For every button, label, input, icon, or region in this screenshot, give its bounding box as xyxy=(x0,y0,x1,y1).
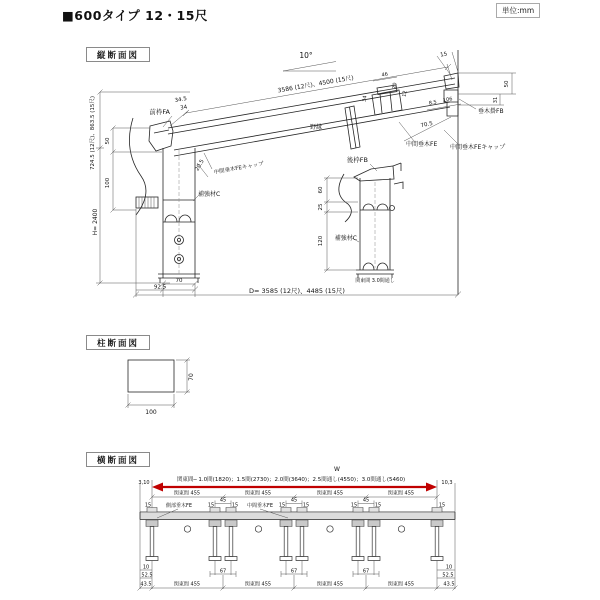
dim-15-h: 15 xyxy=(438,502,446,509)
dim-20: 20 xyxy=(391,82,399,90)
dim-8-5: 8.5 xyxy=(428,99,438,107)
dim-100-left: 100 xyxy=(105,177,111,189)
dim-67-3: 67 xyxy=(362,568,370,575)
dim-15-top: 15 xyxy=(439,51,448,59)
dim-50-right: 50 xyxy=(504,80,510,88)
dim-34-mid: 34 xyxy=(361,95,369,103)
vertical-section-drawing xyxy=(88,50,516,298)
label-reinforce-front: 補強材C xyxy=(198,191,221,198)
dim-bay-bottom-1: 関東間 455 xyxy=(173,581,201,588)
roof-panel-band xyxy=(140,513,455,520)
front-frame-profile xyxy=(149,121,173,151)
dim-bay-top-1: 関東間 455 xyxy=(173,490,201,497)
dim-column-width: 100 xyxy=(145,409,157,416)
dim-67-1: 67 xyxy=(219,568,227,575)
label-mid-rafter-cap: 中間垂木FEキャップ xyxy=(450,144,506,151)
dim-15-c: 15 xyxy=(231,502,239,509)
dim-70-base: 70 xyxy=(175,278,183,284)
width-arrowhead-left xyxy=(152,483,163,492)
dim-10-left: 10 xyxy=(142,564,150,571)
width-arrowhead-right xyxy=(426,483,437,492)
label-mid-rafter: 中間垂木FE xyxy=(406,141,438,148)
dim-92-5: 92.5 xyxy=(153,284,167,291)
dim-15-b: 15 xyxy=(207,502,215,509)
label-rear-frame: 後枠FB xyxy=(346,156,368,164)
label-front-frame: 前枠FA xyxy=(149,108,170,116)
dim-34: 34 xyxy=(179,104,188,112)
dim-70-5: 70.5 xyxy=(420,120,434,130)
dim-slope-length: 3586 (12尺)、4500 (15尺) xyxy=(277,74,355,95)
front-column xyxy=(129,118,200,283)
dim-46: 46 xyxy=(381,71,389,79)
dim-bay-bottom-2: 関東間 455 xyxy=(244,581,272,588)
dim-bay-bottom-3: 関東間 455 xyxy=(316,581,344,588)
unit-label: 単位:mm xyxy=(496,3,540,18)
middle-column xyxy=(339,163,403,278)
note-kanto-span: 関東間 3.0間通し xyxy=(355,278,395,284)
dim-15-g: 15 xyxy=(374,502,382,509)
dim-span-options: 関東間─ 1.0間(1820)；1.5間(2730)；2.0間(3640)；2.5間通し(4550)；3.0間通し(5460) xyxy=(176,477,406,483)
dim-43-5-right: 43.5 xyxy=(443,581,455,588)
section-label-column-text: 柱断面図 xyxy=(96,338,139,349)
dim-column-height: H= 2400 xyxy=(92,208,99,236)
dim-106: 106 xyxy=(442,96,454,104)
dim-20-5: 20.5 xyxy=(194,158,206,173)
dim-15-e: 15 xyxy=(302,502,310,509)
dim-bay-top-2: 関東間 455 xyxy=(244,490,272,497)
column-profile-rect xyxy=(128,360,174,392)
column-section-dimension-lines xyxy=(126,358,191,409)
dim-52-5-left: 52.5 xyxy=(141,572,153,579)
dim-31: 31 xyxy=(493,96,499,104)
dim-25: 25 xyxy=(318,203,324,211)
dim-bay-bottom-4: 関東間 455 xyxy=(387,581,415,588)
dim-60: 60 xyxy=(318,186,324,194)
dimension-ticks xyxy=(98,64,462,298)
dim-roof-angle: 10° xyxy=(299,51,313,60)
dim-45-1: 45 xyxy=(219,497,227,504)
label-furring: 野縁 xyxy=(309,124,323,131)
dim-50-left: 50 xyxy=(105,137,111,145)
page-title: ■600タイプ 12・15尺 xyxy=(62,8,208,23)
dim-45-2: 45 xyxy=(290,497,298,504)
dim-52-5-right: 52.5 xyxy=(442,572,454,579)
dim-15-f: 15 xyxy=(350,502,358,509)
dim-right-offsets: 10,3 xyxy=(441,480,453,486)
label-mid-rafter-cap-left: 中間垂木FEキャップ xyxy=(213,161,265,176)
dim-15-a: 15 xyxy=(144,502,152,509)
dim-43-5-left: 43.5 xyxy=(140,581,152,588)
dim-45-3: 45 xyxy=(362,497,370,504)
section-label-cross-text: 横断面図 xyxy=(96,455,139,466)
dim-left-offsets: 3,10 xyxy=(138,480,150,486)
label-reinforce-middle: 補強材C xyxy=(334,235,357,242)
cross-section-drawing xyxy=(138,466,458,591)
rafter-feet xyxy=(146,557,443,561)
dim-120: 120 xyxy=(318,235,324,247)
wall-and-hanger xyxy=(444,50,459,295)
dim-bay-top-3: 関東間 455 xyxy=(316,490,344,497)
dim-67-2: 67 xyxy=(290,568,298,575)
section-label-vertical-text: 縦断面図 xyxy=(96,50,139,61)
label-end-rafter: 側部垂木FE xyxy=(166,503,193,509)
dim-w-label: W xyxy=(334,466,340,473)
label-mid-rafter-cross: 中間垂木FE xyxy=(247,503,274,509)
rafter-webs xyxy=(150,527,439,557)
dim-column-depth: 70 xyxy=(188,373,195,381)
column-section-drawing xyxy=(126,358,196,417)
dim-bay-top-4: 関東間 455 xyxy=(387,490,415,497)
dim-overall-height: 724.5 (12尺)、863.5 (15尺) xyxy=(90,95,96,171)
rafter-clamps xyxy=(146,520,443,527)
dim-depth: D= 3585 (12尺)、4485 (15尺) xyxy=(249,287,345,295)
dim-10-right: 10 xyxy=(445,564,453,571)
dim-15-d: 15 xyxy=(278,502,286,509)
dim-34-5: 34.5 xyxy=(174,95,188,105)
dim-12: 12 xyxy=(401,90,409,98)
label-rafter-hanger: 垂木掛FB xyxy=(478,108,504,115)
